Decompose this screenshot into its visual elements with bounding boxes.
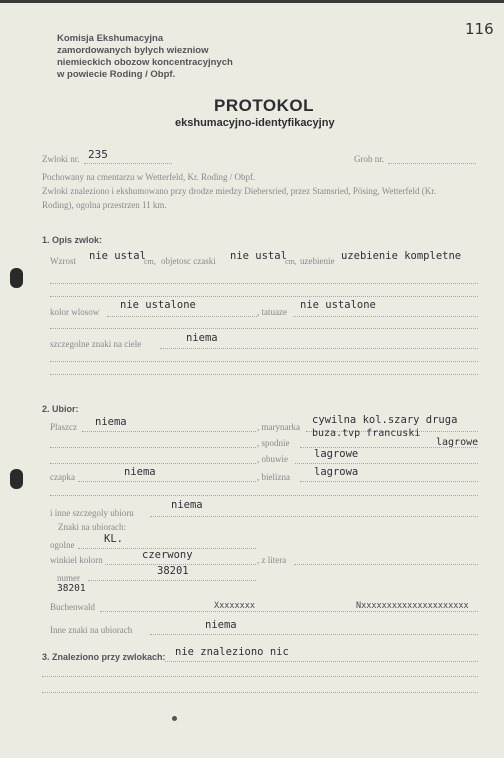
header-line-1: Komisja Ekshumacyjna bbox=[57, 33, 164, 44]
section-3-title: 3. Znaleziono przy zwlokach: bbox=[42, 652, 166, 662]
header-line-2: zamordowanych bylych wiezniow bbox=[57, 45, 209, 56]
spodnie-value: buza.tvp francuski bbox=[312, 428, 421, 439]
objetosc-label: objetosc czaski bbox=[161, 256, 216, 266]
section-3-value: nie znaleziono nic bbox=[175, 646, 289, 658]
buchenwald-struck-text: Xxxxxxxx bbox=[214, 601, 255, 611]
header-line-4: w powiecie Roding / Obpf. bbox=[57, 69, 176, 80]
document-subtitle: ekshumacyjno-identyfikacyjny bbox=[175, 117, 335, 129]
winkiel-label: winkiel kolorn bbox=[50, 555, 103, 565]
s1-line-4 bbox=[50, 361, 478, 362]
burial-place-text: Pochowany na cmentarzu w Wetterfeld, Kr. Roding / Obpf. bbox=[42, 172, 256, 182]
spodnie-label: , spodnie bbox=[257, 438, 290, 448]
s1-line-2 bbox=[50, 296, 478, 297]
bielizna-label: , bielizna bbox=[257, 472, 290, 482]
znaki-ubior-label: Znaki na ubiorach: bbox=[58, 522, 126, 532]
ogolne-label: ogolne bbox=[50, 540, 75, 550]
inne-line bbox=[150, 516, 478, 517]
inne-znaki-label: Inne znaki na ubiorach bbox=[50, 625, 133, 635]
s1-line-5 bbox=[50, 374, 478, 375]
exhumation-route-text: Zwloki znaleziono i ekshumowano przy drodze miedzy Diebersried, przez Stamsried, Pösing, Wetterfeld (Kr. bbox=[42, 186, 436, 196]
znaki-value: niema bbox=[186, 332, 218, 344]
bielizna-line bbox=[300, 481, 478, 482]
punch-hole-bottom bbox=[10, 469, 23, 489]
section-2-title: 2. Ubior: bbox=[42, 404, 79, 414]
winkiel-value: czerwony bbox=[142, 549, 193, 561]
s2-line-b bbox=[50, 463, 256, 464]
obuwie-line bbox=[295, 463, 478, 464]
ogolne-value: KL. bbox=[104, 533, 123, 545]
s2-line-c bbox=[50, 495, 478, 496]
grob-label: Grob nr. bbox=[354, 154, 384, 164]
numer-handwritten: 38201 bbox=[57, 583, 86, 594]
tatuaze-line bbox=[293, 316, 478, 317]
inne-value: niema bbox=[171, 499, 203, 511]
objetosc-unit: cm, bbox=[285, 257, 297, 266]
wlosy-line bbox=[107, 316, 257, 317]
wzrost-unit: cm, bbox=[144, 257, 156, 266]
s1-line-3 bbox=[50, 328, 478, 329]
s1-line-1 bbox=[50, 283, 478, 284]
zwloki-label: Zwloki nr. bbox=[42, 154, 80, 164]
header-line-3: niemieckich obozow koncentracyjnych bbox=[57, 57, 233, 68]
wzrost-label: Wzrost bbox=[50, 256, 76, 266]
punch-hole-top bbox=[10, 268, 23, 288]
buchenwald-label: Buchenwald bbox=[50, 602, 95, 612]
objetosc-value: nie ustal bbox=[230, 250, 287, 262]
numer-value: 38201 bbox=[157, 565, 189, 577]
inne-label: i inne szczegoly ubioru bbox=[50, 508, 134, 518]
exhumation-area-text: Roding), ogolna przestrzen 11 km. bbox=[42, 200, 167, 210]
czapka-value: niema bbox=[124, 466, 156, 478]
struck-text-right: Nxxxxxxxxxxxxxxxxxxxxx bbox=[356, 601, 469, 611]
numer-line bbox=[88, 580, 256, 581]
numer-label: numer bbox=[57, 573, 80, 583]
marynarka-label: , marynarka bbox=[257, 422, 300, 432]
s2-line-a bbox=[50, 447, 256, 448]
marynarka-value: cywilna kol.szary druga bbox=[312, 414, 458, 426]
spodnie-value-2: lagrowe bbox=[436, 437, 479, 448]
wzrost-value: nie ustal bbox=[89, 250, 146, 262]
czapka-line bbox=[78, 481, 256, 482]
inne-znaki-line bbox=[150, 634, 478, 635]
page-number: 116 bbox=[465, 20, 494, 38]
s3-line-1 bbox=[165, 661, 478, 662]
plaszcz-label: Plaszcz bbox=[50, 422, 77, 432]
zwloki-line bbox=[84, 163, 172, 164]
uzebienie-label: uzebienie bbox=[300, 256, 335, 266]
s3-line-2 bbox=[42, 676, 478, 677]
buchenwald-line bbox=[100, 611, 478, 612]
grob-line bbox=[388, 163, 476, 164]
top-edge-strip bbox=[0, 0, 504, 3]
litera-label: , z litera bbox=[257, 555, 287, 565]
ink-dot bbox=[172, 716, 177, 721]
uzebienie-value: uzebienie kompletne bbox=[341, 250, 462, 262]
tatuaze-value: nie ustalone bbox=[300, 299, 376, 311]
obuwie-label: , obuwie bbox=[257, 454, 288, 464]
plaszcz-value: niema bbox=[95, 416, 127, 428]
zwloki-value: 235 bbox=[88, 148, 108, 161]
document-title: PROTOKOL bbox=[214, 96, 315, 115]
wlosy-label: kolor wlosow bbox=[50, 307, 100, 317]
znaki-line bbox=[160, 348, 478, 349]
obuwie-value: lagrowe bbox=[314, 448, 359, 460]
czapka-label: czapka bbox=[50, 472, 75, 482]
inne-znaki-value: niema bbox=[205, 619, 237, 631]
litera-line bbox=[294, 564, 478, 565]
bielizna-value: lagrowa bbox=[314, 466, 359, 478]
section-1-title: 1. Opis zwlok: bbox=[42, 235, 103, 245]
znaki-label: szczegolne znaki na ciele bbox=[50, 339, 142, 349]
wlosy-value: nie ustalone bbox=[120, 299, 196, 311]
tatuaze-label: , tatuaze bbox=[257, 307, 287, 317]
plaszcz-line bbox=[82, 431, 256, 432]
s3-line-3 bbox=[42, 692, 478, 693]
